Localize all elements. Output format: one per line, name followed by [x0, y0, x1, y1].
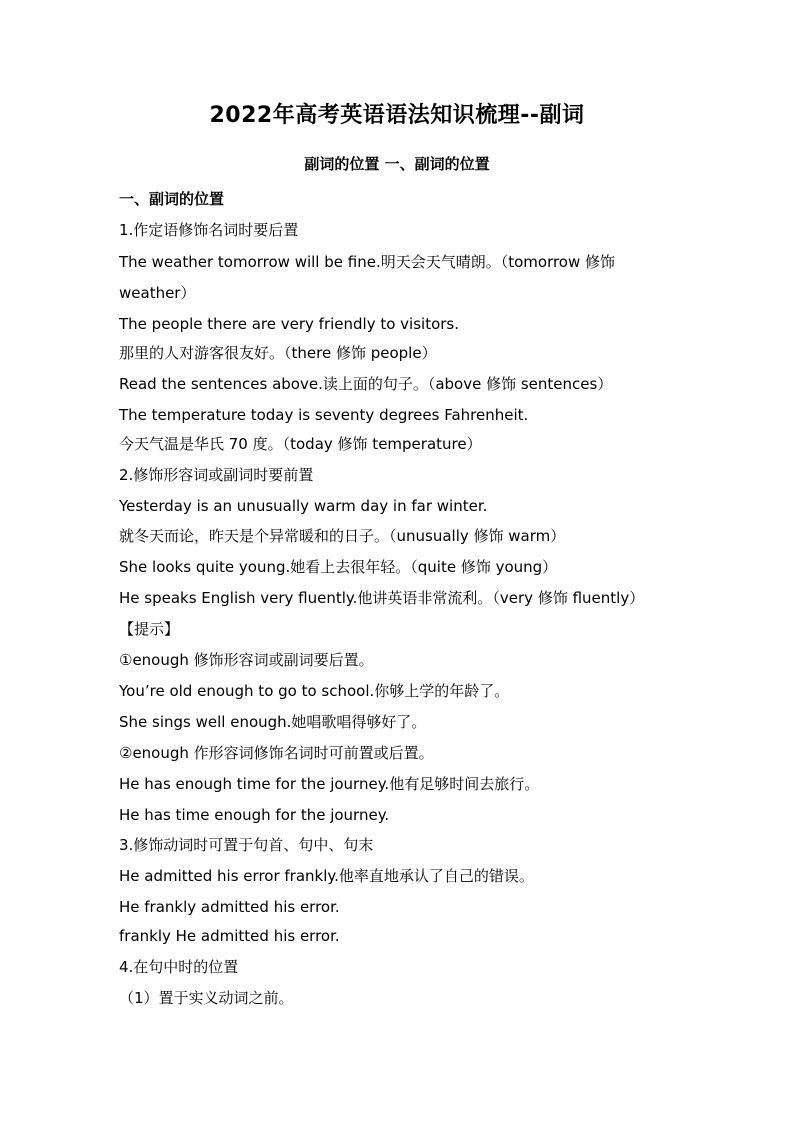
tip-item: ②enough 作形容词修饰名词时可前置或后置。	[119, 744, 434, 762]
example-line: 今天气温是华氏 70 度。（today 修饰 temperature）	[119, 435, 482, 453]
example-line: The people there are very friendly to visitors.	[119, 315, 460, 333]
example-line: She looks quite young.她看上去很年轻。（quite 修饰 young）	[119, 558, 558, 576]
document-subtitle: 副词的位置 一、副词的位置	[304, 155, 490, 173]
example-line: You’re old enough to go to school.你够上学的年龄了。	[119, 682, 510, 700]
example-line: She sings well enough.她唱歌唱得够好了。	[119, 713, 427, 731]
rule-heading: 1.作定语修饰名词时要后置	[119, 221, 299, 239]
example-line: The weather tomorrow will be fine.明天会天气晴朗。（tomorrow 修饰	[119, 253, 616, 271]
example-line: He has time enough for the journey.	[119, 806, 390, 824]
sub-rule: （1）置于实义动词之前。	[119, 989, 294, 1007]
example-line: He has enough time for the journey.他有足够时间去旅行。	[119, 775, 540, 793]
rule-heading: 4.在句中时的位置	[119, 958, 239, 976]
example-line: He admitted his error frankly.他率直地承认了自己的错误。	[119, 867, 534, 885]
example-line: Read the sentences above.读上面的句子。（above 修饰 sentences）	[119, 375, 613, 393]
tip-heading: 【提示】	[119, 620, 180, 638]
tip-item: ①enough 修饰形容词或副词要后置。	[119, 651, 374, 669]
example-line: frankly He admitted his error.	[119, 927, 340, 945]
example-line: The temperature today is seventy degrees Fahrenheit.	[119, 406, 529, 424]
rule-heading: 3.修饰动词时可置于句首、句中、句末	[119, 836, 374, 854]
section-heading: 一、副词的位置	[119, 190, 225, 208]
example-line: 就冬天而论，昨天是个异常暖和的日子。（unusually 修饰 warm）	[119, 527, 566, 545]
example-line: He speaks English very fluently.他讲英语非常流利。（very 修饰 fluently）	[119, 589, 645, 607]
document-title: 2022年高考英语语法知识梳理--副词	[209, 103, 585, 128]
example-line: Yesterday is an unusually warm day in far winter.	[119, 497, 488, 515]
example-line: He frankly admitted his error.	[119, 898, 340, 916]
example-line: weather）	[119, 284, 196, 302]
rule-heading: 2.修饰形容词或副词时要前置	[119, 466, 314, 484]
example-line: 那里的人对游客很友好。（there 修饰 people）	[119, 344, 437, 362]
